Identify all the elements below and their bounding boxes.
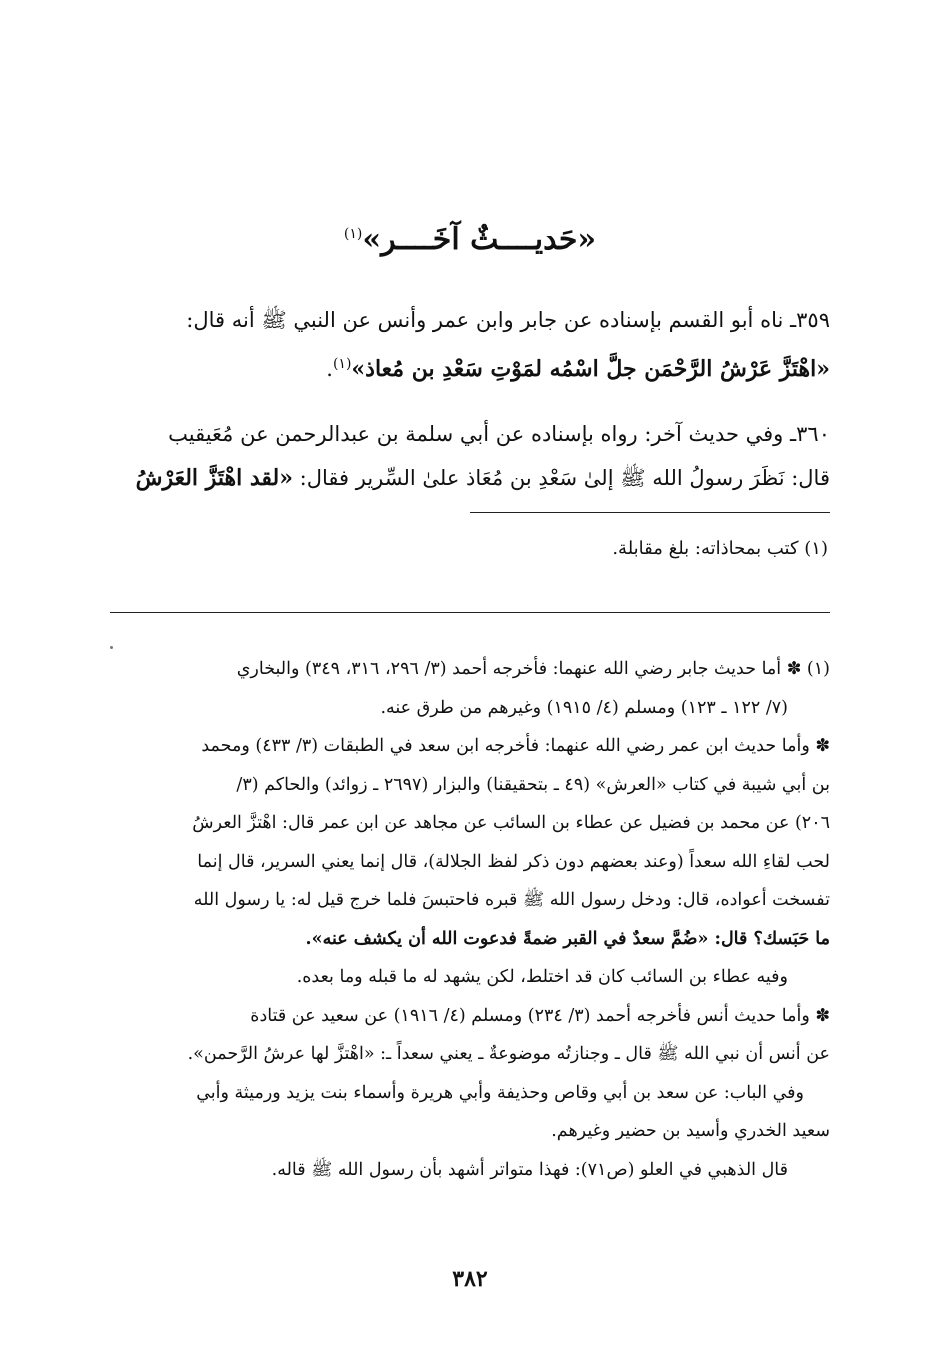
footnote-line: سعيد الخدري وأسيد بن حضير وغيرهم. — [551, 1121, 830, 1141]
footnote-line: ✽ وأما حديث أنس فأخرجه أحمد (٣/ ٢٣٤) ومسلم (٤/ ١٩١٦) عن سعيد عن قتادة — [250, 1005, 830, 1026]
footnote-separator-upper — [470, 512, 830, 513]
footnote-line: قال الذهبي في العلو (ص٧١): فهذا متواتر أشهد بأن رسول الله ﷺ قاله. — [271, 1159, 788, 1180]
hadith-359 — [105, 298, 830, 391]
hadith-360-line-1: ٣٦٠ـ وفي حديث آخر: رواه بإسناده عن أبي سلمة بن عبدالرحمن عن مُعَيقيب — [168, 422, 830, 446]
footnote-line: عن أنس أن نبي الله ﷺ قال ـ وجنازتُه موضوعةٌ ـ يعني سعداً ـ: «اهْتزَّ لها عرشُ الرَّحمن». — [187, 1044, 830, 1064]
footnote-line: بن أبي شيبة في كتاب «العرش» (٤٩ ـ بتحقيقنا) والبزار (٢٦٩٧ ـ زوائد) والحاكم (٣/ — [236, 774, 830, 795]
hadith-359-line-1: ٣٥٩ـ ناه أبو القسم بإسناده عن جابر وابن عمر وأنس عن النبي ﷺ أنه قال: — [186, 308, 830, 332]
footnote-line: (١) ✽ أما حديث جابر رضي الله عنهما: فأخرجه أحمد (٣/ ٢٩٦، ٣١٦، ٣٤٩) والبخاري — [236, 659, 830, 679]
footnote-line: لحب لقاءِ الله سعداً (وعند بعضهم دون ذكر لفظ الجلالة)، قال إنما يعني السرير، قال إنما — [197, 851, 830, 872]
footnote-line: (٧/ ١٢٢ ـ ١٢٣) ومسلم (٤/ ١٩١٥) وغيرهم من طرق عنه. — [380, 697, 788, 718]
page-number: ٣٨٢ — [452, 1266, 488, 1292]
hadith-360-line-2 — [105, 456, 830, 500]
hadith-359-end: . — [326, 357, 333, 381]
margin-dot — [110, 646, 113, 649]
hadith-359-footnote-ref: (١) — [332, 356, 352, 372]
hadith-360 — [105, 412, 830, 500]
hadith-360-quote: «لقد اهْتَزَّ العَرْشُ — [135, 465, 293, 491]
footnote-line: ✽ وأما حديث ابن عمر رضي الله عنهما: فأخرجه ابن سعد في الطبقات (٣/ ٤٣٣) ومحمد — [201, 736, 830, 756]
footnote-line: تفسخت أعواده، قال: ودخل رسول الله ﷺ قبره فاحتبسَ فلما خرج قيل له: يا رسول الله — [193, 890, 830, 910]
footnote-line: وفيه عطاء بن السائب كان قد اختلط، لكن يشهد له ما قبله وما بعده. — [296, 967, 788, 987]
section-heading — [0, 222, 940, 257]
heading-title: «حَديــــثٌ آخَــــر» — [362, 222, 597, 257]
footnote-line: ما حَبَسك؟ قال: «ضُمَّ سعدٌ في القبر ضمةً فدعوت الله أن يكشف عنه». — [305, 928, 830, 949]
footnote-separator-lower — [110, 612, 830, 613]
hadith-359-quote: «اهْتَزَّ عَرْشُ الرَّحْمَن جلَّ اسْمُه لمَوْتِ سَعْدِ بن مُعاذ» — [351, 356, 830, 382]
footnote-manuscript: (١) كتب بمحاذاته: بلغ مقابلة. — [612, 538, 828, 559]
hadith-360-text: قال: نَظَرَ رسولُ الله ﷺ إلىٰ سَعْدِ بن مُعَاذ علىٰ السِّرير فقال: — [299, 466, 830, 490]
hadith-359-line-2 — [105, 342, 830, 391]
heading-footnote-ref: (١) — [343, 226, 363, 242]
footnote-line: وفي الباب: عن سعد بن أبي وقاص وحذيفة وأبي هريرة وأسماء بنت يزيد ورميثة وأبي — [196, 1082, 804, 1103]
footnote-line: ٢٠٦) عن محمد بن فضيل عن عطاء بن السائب عن مجاهد عن ابن عمر قال: اهْتزَّ العرشُ — [192, 813, 830, 833]
editor-footnotes — [105, 650, 830, 1189]
